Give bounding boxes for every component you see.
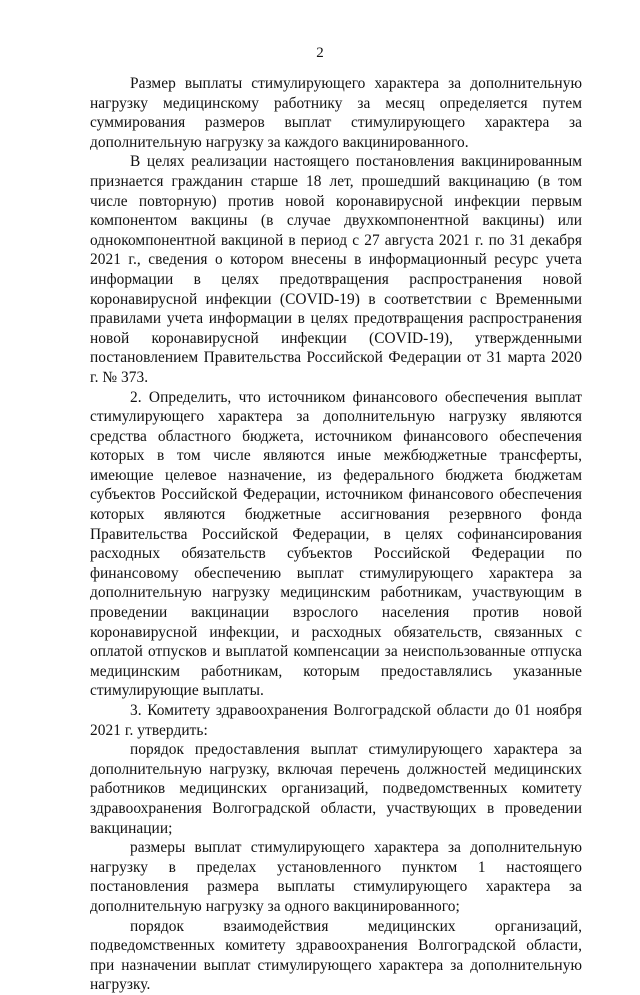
page-number: 2 <box>316 45 324 61</box>
paragraph-payment-amounts: размеры выплат стимулирующего характера за дополнительную нагрузку в пределах установленного пунктом 1 настоящего постановления размера выплаты стимулирующего характера за дополнительную нагрузку за одного вакцинированного; <box>90 839 582 915</box>
paragraph-interaction-procedure: порядок взаимодействия медицинских организаций, подведомственных комитету здравоохранения Волгоградской области, при назначении выплат стимулирующего характера за дополнительную нагрузку. <box>90 917 582 994</box>
paragraph-payment-size: Размер выплаты стимулирующего характера за дополнительную нагрузку медицинскому работнику за месяц определяется путем суммирования размеров выплат стимулирующего характера за дополнительную нагрузку за каждого вакцинированного. <box>90 75 582 151</box>
paragraph-item-2-funding-source: 2. Определить, что источником финансового обеспечения выплат стимулирующего характера за дополнительную нагрузку являются средства областного бюджета, источником финансового обеспечения которых в том числе являются иные межбюджетные трансферты, имеющие целевое назначение, из федерального бюджета бюджетам субъектов Российской Федерации, источником финансового обеспечения которых являются бюджетные ассигнования резервного фонда Правительства Российской Федерации, в целях софинансирования расходных обязательств субъектов Российской Федерации по финансовому обеспечению выплат стимулирующего характера за дополнительную нагрузку медицинским работникам, участвующим в проведении вакцинации взрослого населения против новой коронавирусной инфекции, и расходных обязательств, связанных с оплатой отпусков и выплатой компенсации за неиспользованные отпуска медицинским работникам, которым предоставлялись указанные стимулирующие выплаты. <box>90 388 582 700</box>
document-body <box>90 74 582 995</box>
paragraph-item-3-committee-approve: 3. Комитету здравоохранения Волгоградской области до 01 ноября 2021 г. утвердить: <box>90 702 582 739</box>
paragraph-vaccinated-definition: В целях реализации настоящего постановления вакцинированным признается гражданин старше 18 лет, прошедший вакцинацию (в том числе повторную) против новой коронавирусной инфекции первым компонентом вакцины (в случае двухкомпонентной вакцины) или однокомпонентной вакциной в период с 27 августа 2021 г. по 31 декабря 2021 г., сведения о котором внесены в информационный ресурс учета информации в целях предотвращения распространения новой коронавирусной инфекции (COVID-19) в соответствии с Временными правилами учета информации в целях предотвращения распространения новой коронавирусной инфекции (COVID-19), утвержденными постановлением Правительства Российской Федерации от 31 марта 2020 г. № 373. <box>90 153 582 386</box>
paragraph-procedure-of-payments: порядок предоставления выплат стимулирующего характера за дополнительную нагрузку, включая перечень должностей медицинских работников медицинских организаций, подведомственных комитету здравоохранения Волгоградской области, участвующих в проведении вакцинации; <box>90 741 582 837</box>
